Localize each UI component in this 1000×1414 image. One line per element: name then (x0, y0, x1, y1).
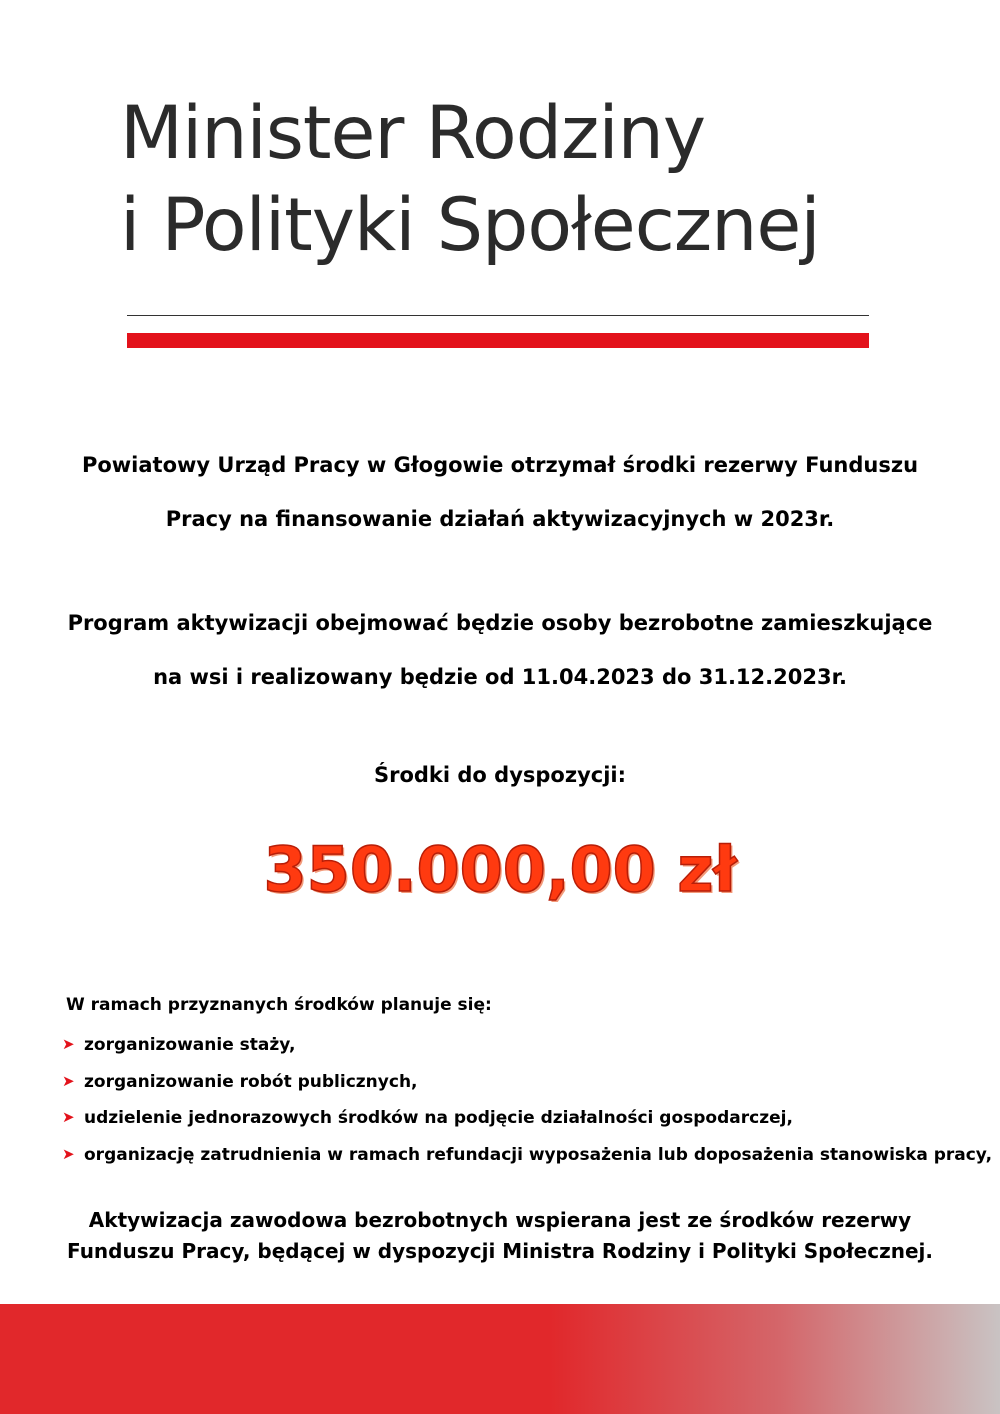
funds-amount: 350.000,00 zł (263, 833, 737, 906)
intro-line-1: Powiatowy Urząd Pracy w Głogowie otrzymał środki rezerwy Funduszu (81, 453, 919, 477)
funds-label: Środki do dyspozycji: (373, 763, 627, 787)
arrowhead-bullet-icon: ➤ (62, 1108, 75, 1126)
list-item (62, 1067, 992, 1104)
program-paragraph (0, 596, 1000, 704)
list-item-text: udzielenie jednorazowych środków na podjęcie działalności gospodarczej, (84, 1108, 793, 1128)
list-item (62, 1103, 992, 1140)
plan-intro: W ramach przyznanych środków planuje się: (66, 995, 492, 1015)
closing-line-1: Aktywizacja zawodowa bezrobotnych wspierana jest ze środków rezerwy (88, 1208, 912, 1232)
footer-gradient-band (0, 1304, 1000, 1414)
list-item (62, 1030, 992, 1067)
closing-paragraph (0, 1205, 1000, 1267)
logo-red-bar (127, 333, 869, 348)
closing-line-2: Funduszu Pracy, będącej w dyspozycji Ministra Rodziny i Polityki Społecznej. (67, 1239, 933, 1263)
logo-line-2: i Polityki Społecznej (120, 183, 820, 268)
logo-line-1: Minister Rodziny (120, 91, 706, 176)
ministry-logo-text (120, 88, 880, 272)
arrowhead-bullet-icon: ➤ (62, 1035, 75, 1053)
list-item-text: organizację zatrudnienia w ramach refundacji wyposażenia lub doposażenia stanowiska pracy, (84, 1144, 993, 1165)
intro-line-2: Pracy na finansowanie działań aktywizacyjnych w 2023r. (165, 507, 835, 531)
intro-paragraph (0, 438, 1000, 546)
logo-divider-line (127, 315, 869, 316)
plan-list (62, 1030, 992, 1176)
list-item-text: zorganizowanie staży, (84, 1035, 296, 1055)
arrowhead-bullet-icon: ➤ (62, 1071, 75, 1090)
list-item-text: zorganizowanie robót publicznych, (84, 1071, 418, 1092)
list-item (62, 1140, 992, 1177)
program-line-1: Program aktywizacji obejmować będzie osoby bezrobotne zamieszkujące (67, 611, 933, 635)
program-line-2: na wsi i realizowany będzie od 11.04.2023 do 31.12.2023r. (153, 665, 847, 689)
arrowhead-bullet-icon: ➤ (62, 1144, 75, 1163)
